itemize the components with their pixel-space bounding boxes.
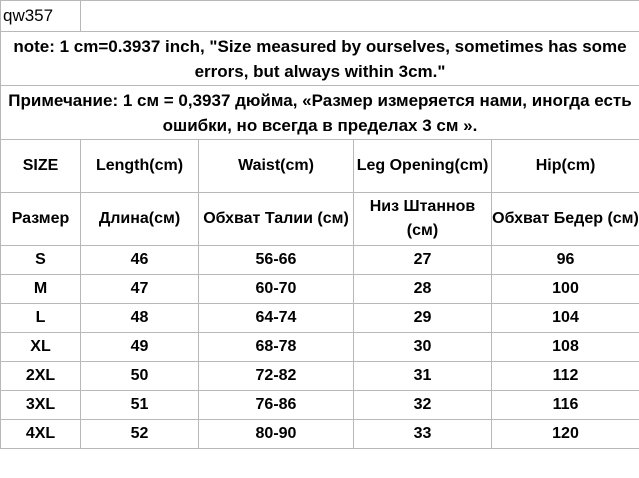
product-code-row bbox=[1, 1, 639, 32]
hip-cell: 108 bbox=[492, 333, 639, 362]
table-row bbox=[1, 391, 639, 420]
leg-opening-cell: 33 bbox=[354, 420, 492, 449]
length-cell: 51 bbox=[81, 391, 199, 420]
size-cell: 3XL bbox=[1, 391, 81, 420]
leg-opening-cell: 30 bbox=[354, 333, 492, 362]
leg-opening-cell: 28 bbox=[354, 275, 492, 304]
waist-cell: 68-78 bbox=[199, 333, 354, 362]
waist-cell: 72-82 bbox=[199, 362, 354, 391]
size-cell: S bbox=[1, 246, 81, 275]
table-row bbox=[1, 304, 639, 333]
hip-cell: 120 bbox=[492, 420, 639, 449]
length-cell: 49 bbox=[81, 333, 199, 362]
length-cell: 50 bbox=[81, 362, 199, 391]
length-cell: 47 bbox=[81, 275, 199, 304]
header-size-ru: Размер bbox=[1, 193, 81, 246]
waist-cell: 80-90 bbox=[199, 420, 354, 449]
size-cell: M bbox=[1, 275, 81, 304]
table-row bbox=[1, 246, 639, 275]
english-note: note: 1 cm=0.3937 inch, "Size measured by ourselves, sometimes has some errors, but always within 3cm." bbox=[1, 32, 639, 86]
russian-note-row bbox=[1, 86, 639, 140]
header-row-russian bbox=[1, 193, 639, 246]
leg-opening-cell: 29 bbox=[354, 304, 492, 333]
size-cell: 2XL bbox=[1, 362, 81, 391]
size-cell: 4XL bbox=[1, 420, 81, 449]
length-cell: 52 bbox=[81, 420, 199, 449]
leg-opening-cell: 27 bbox=[354, 246, 492, 275]
table-row bbox=[1, 420, 639, 449]
waist-cell: 76-86 bbox=[199, 391, 354, 420]
english-note-row bbox=[1, 32, 639, 86]
hip-cell: 100 bbox=[492, 275, 639, 304]
header-hip: Hip(cm) bbox=[492, 140, 639, 193]
table-row bbox=[1, 275, 639, 304]
hip-cell: 104 bbox=[492, 304, 639, 333]
length-cell: 48 bbox=[81, 304, 199, 333]
hip-cell: 112 bbox=[492, 362, 639, 391]
size-cell: XL bbox=[1, 333, 81, 362]
leg-opening-cell: 32 bbox=[354, 391, 492, 420]
header-waist-ru: Обхват Талии (см) bbox=[199, 193, 354, 246]
header-size: SIZE bbox=[1, 140, 81, 193]
header-row-english bbox=[1, 140, 639, 193]
hip-cell: 116 bbox=[492, 391, 639, 420]
product-code: qw357 bbox=[1, 1, 81, 32]
leg-opening-cell: 31 bbox=[354, 362, 492, 391]
hip-cell: 96 bbox=[492, 246, 639, 275]
russian-note: Примечание: 1 см = 0,3937 дюйма, «Размер измеряется нами, иногда есть ошибки, но всегда в пределах 3 см ». bbox=[1, 86, 639, 140]
size-cell: L bbox=[1, 304, 81, 333]
header-length-ru: Длина(см) bbox=[81, 193, 199, 246]
waist-cell: 56-66 bbox=[199, 246, 354, 275]
header-length: Length(cm) bbox=[81, 140, 199, 193]
table-row bbox=[1, 333, 639, 362]
length-cell: 46 bbox=[81, 246, 199, 275]
header-leg-opening: Leg Opening(cm) bbox=[354, 140, 492, 193]
waist-cell: 64-74 bbox=[199, 304, 354, 333]
header-leg-opening-ru: Низ Штаннов (см) bbox=[354, 193, 492, 246]
header-hip-ru: Обхват Бедер (см) bbox=[492, 193, 639, 246]
header-waist: Waist(cm) bbox=[199, 140, 354, 193]
waist-cell: 60-70 bbox=[199, 275, 354, 304]
empty-cell bbox=[81, 1, 639, 32]
table-row bbox=[1, 362, 639, 391]
